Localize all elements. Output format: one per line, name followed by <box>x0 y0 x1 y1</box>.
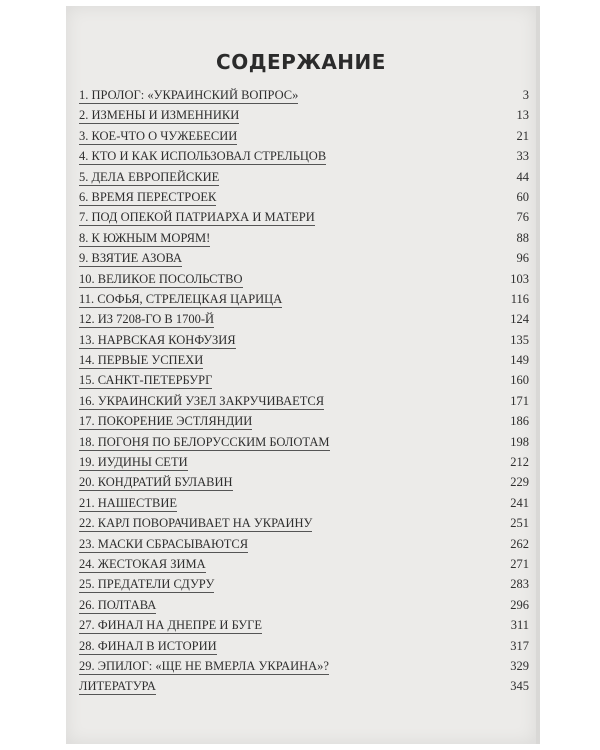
toc-entry <box>79 269 529 289</box>
toc-entry-title: 4. КТО И КАК ИСПОЛЬЗОВАЛ СТРЕЛЬЦОВ <box>79 149 327 164</box>
toc-entry-page: 3 <box>522 88 529 102</box>
toc-entry-page: 60 <box>516 189 529 204</box>
toc-entry-title: 10. ВЕЛИКОЕ ПОСОЛЬСТВО <box>79 271 243 286</box>
toc-entry-page: 13 <box>516 108 529 123</box>
toc-entry-page: 262 <box>510 536 529 551</box>
toc-entry <box>79 595 529 615</box>
toc-entry-title: 19. ИУДИНЫ СЕТИ <box>79 455 188 470</box>
toc-entry-page: 44 <box>516 169 529 184</box>
toc-entry <box>79 493 529 513</box>
toc-entry <box>79 636 529 656</box>
toc-entry-title: 12. ИЗ 7208-ГО В 1700-Й <box>79 312 215 327</box>
toc-entry-page: 212 <box>510 455 529 470</box>
toc-entry-title: 29. ЭПИЛОГ: «ЩЕ НЕ ВМЕРЛА УКРАИНА»? <box>79 658 329 673</box>
toc-entry-page: 198 <box>510 434 529 449</box>
toc-entry <box>79 370 529 390</box>
toc-entry-title: 11. СОФЬЯ, СТРЕЛЕЦКАЯ ЦАРИЦА <box>79 291 283 306</box>
toc-entry-page: 171 <box>510 393 529 408</box>
toc-entry-title: 21. НАШЕСТВИЕ <box>79 495 178 510</box>
toc-entry <box>79 554 529 574</box>
toc-entry-page: 124 <box>510 312 529 327</box>
toc-entry-title: 8. К ЮЖНЫМ МОРЯМ! <box>79 230 211 245</box>
toc-entry <box>79 574 529 594</box>
toc-entry-title: 14. ПЕРВЫЕ УСПЕХИ <box>79 353 204 368</box>
toc-entry-title: 13. НАРВСКАЯ КОНФУЗИЯ <box>79 332 236 347</box>
toc-entry <box>79 146 529 166</box>
toc-entry-title: 27. ФИНАЛ НА ДНЕПРЕ И БУГЕ <box>79 618 263 633</box>
toc-entry-page: 329 <box>510 658 529 673</box>
toc-entry <box>79 615 529 635</box>
toc-entry <box>79 105 529 125</box>
toc-entry <box>79 534 529 554</box>
toc-entry <box>79 391 529 411</box>
toc-entry-page: 88 <box>516 230 529 245</box>
toc-entry <box>79 513 529 533</box>
toc-entry-title: 15. САНКТ-ПЕТЕРБУРГ <box>79 373 213 388</box>
toc-entry-page: 186 <box>510 414 529 429</box>
toc-entry <box>79 330 529 350</box>
toc-entry-title: 24. ЖЕСТОКАЯ ЗИМА <box>79 556 206 571</box>
toc-entry-title: 6. ВРЕМЯ ПЕРЕСТРОЕК <box>79 189 217 204</box>
toc-entry <box>79 289 529 309</box>
toc-entry-title: 26. ПОЛТАВА <box>79 597 157 612</box>
toc-entry-page: 149 <box>510 353 529 368</box>
toc-entry-page: 311 <box>510 618 529 633</box>
toc-entry <box>79 167 529 187</box>
toc-entry <box>79 309 529 329</box>
toc-entry-title: 28. ФИНАЛ В ИСТОРИИ <box>79 638 217 653</box>
toc-entry-page: 296 <box>510 597 529 612</box>
toc-entry <box>79 676 529 696</box>
toc-entry-page: 283 <box>510 577 529 592</box>
toc-entry <box>79 411 529 431</box>
toc-entry-title: 20. КОНДРАТИЙ БУЛАВИН <box>79 475 233 490</box>
toc-entry-title: ЛИТЕРАТУРА <box>79 679 156 694</box>
table-of-contents <box>79 85 529 697</box>
toc-entry <box>79 85 529 105</box>
toc-entry-page: 33 <box>516 149 529 164</box>
toc-entry <box>79 472 529 492</box>
toc-entry-page: 76 <box>516 210 529 225</box>
toc-entry-title: 23. МАСКИ СБРАСЫВАЮТСЯ <box>79 536 249 551</box>
toc-entry <box>79 126 529 146</box>
toc-entry-title: 5. ДЕЛА ЕВРОПЕЙСКИЕ <box>79 169 220 184</box>
toc-entry-page: 135 <box>510 332 529 347</box>
toc-entry-title: 18. ПОГОНЯ ПО БЕЛОРУССКИМ БОЛОТАМ <box>79 434 330 449</box>
toc-entry-page: 345 <box>510 679 529 694</box>
toc-entry <box>79 207 529 227</box>
toc-entry <box>79 187 529 207</box>
toc-entry <box>79 656 529 676</box>
toc-entry <box>79 452 529 472</box>
toc-entry-page: 317 <box>510 638 529 653</box>
toc-entry-page: 160 <box>510 373 529 388</box>
toc-entry-page: 229 <box>510 475 529 490</box>
toc-entry-page: 21 <box>516 128 529 143</box>
toc-entry-title: 22. КАРЛ ПОВОРАЧИВАЕТ НА УКРАИНУ <box>79 516 313 531</box>
toc-entry-page: 271 <box>510 556 529 571</box>
contents-title: СОДЕРЖАНИЕ <box>216 50 386 74</box>
toc-entry-title: 17. ПОКОРЕНИЕ ЭСТЛЯНДИИ <box>79 414 253 429</box>
toc-entry-page: 116 <box>510 291 529 306</box>
toc-entry-page: 241 <box>510 495 529 510</box>
page-edge <box>536 6 540 744</box>
toc-entry-page: 103 <box>510 271 529 286</box>
toc-entry-title: 7. ПОД ОПЕКОЙ ПАТРИАРХА И МАТЕРИ <box>79 210 315 225</box>
toc-entry <box>79 248 529 268</box>
toc-entry <box>79 432 529 452</box>
toc-entry-title: 3. КОЕ-ЧТО О ЧУЖЕБЕСИИ <box>79 128 238 143</box>
toc-entry-title: 25. ПРЕДАТЕЛИ СДУРУ <box>79 577 215 592</box>
toc-entry <box>79 228 529 248</box>
toc-entry-title: 2. ИЗМЕНЫ И ИЗМЕННИКИ <box>79 108 240 123</box>
toc-entry-page: 96 <box>516 251 529 266</box>
toc-entry <box>79 350 529 370</box>
toc-entry-title: 9. ВЗЯТИЕ АЗОВА <box>79 251 182 266</box>
toc-entry-title: 16. УКРАИНСКИЙ УЗЕЛ ЗАКРУЧИВАЕТСЯ <box>79 393 325 408</box>
toc-entry-page: 251 <box>510 516 529 531</box>
toc-entry-title: 1. ПРОЛОГ: «УКРАИНСКИЙ ВОПРОС» <box>79 88 299 102</box>
